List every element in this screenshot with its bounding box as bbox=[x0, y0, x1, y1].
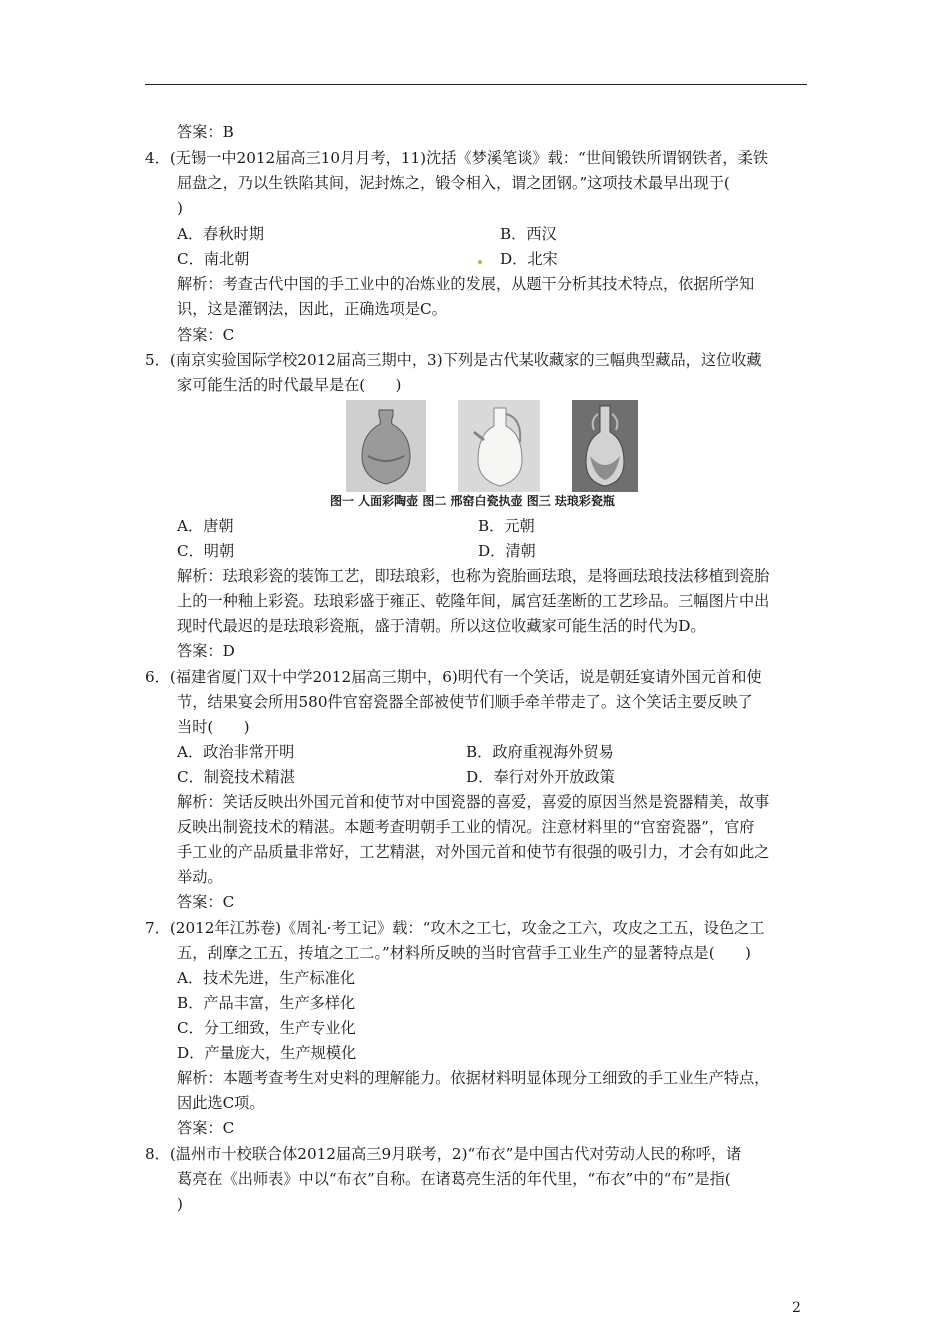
q7-option-d: D．产量庞大，生产规模化 bbox=[177, 1044, 357, 1062]
q7-option-b: B．产品丰富，生产多样化 bbox=[177, 994, 356, 1012]
q5-option-a: A．唐朝 bbox=[177, 517, 234, 535]
q5-analysis-line: 现时代最迟的是珐琅彩瓷瓶，盛于清朝。所以这位收藏家可能生活的时代为D。 bbox=[177, 617, 706, 635]
q7-analysis-line: 因此选C项。 bbox=[177, 1094, 265, 1112]
q5-option-b: B．元朝 bbox=[478, 517, 535, 535]
figure-3-enamel-vase bbox=[572, 400, 638, 492]
q7-option-c: C．分工细致，生产专业化 bbox=[177, 1019, 356, 1037]
q5-option-c: C．明朝 bbox=[177, 542, 235, 560]
q7-stem-line: 7．(2012年江苏卷)《周礼·考工记》载：“攻木之工七，攻金之工六，攻皮之工五，设色之工 bbox=[145, 919, 765, 937]
q6-analysis-line: 解析：笑话反映出外国元首和使节对中国瓷器的喜爱，喜爱的原因当然是瓷器精美，故事 bbox=[177, 793, 770, 811]
q6-stem-line: 当时( ) bbox=[177, 718, 250, 736]
q7-analysis-line: 解析：本题考查考生对史料的理解能力。依据材料明显体现分工细致的手工业生产特点， bbox=[177, 1069, 770, 1087]
page-number: 2 bbox=[792, 1300, 801, 1316]
q5-answer: 答案：D bbox=[177, 642, 235, 660]
q3-answer: 答案：B bbox=[177, 123, 234, 141]
q4-option-d: D．北宋 bbox=[500, 250, 558, 268]
q4-analysis-line: 解析：考查古代中国的手工业中的冶炼业的发展，从题干分析其技术特点，依据所学知 bbox=[177, 275, 755, 293]
q6-option-b: B．政府重视海外贸易 bbox=[466, 743, 614, 761]
q4-answer: 答案：C bbox=[177, 326, 235, 344]
q5-stem-line: 5．(南京实验国际学校2012届高三期中，3)下列是古代某收藏家的三幅典型藏品，这位收藏 bbox=[145, 351, 762, 369]
q4-option-b: B．西汉 bbox=[500, 225, 557, 243]
q4-analysis-line: 识，这是灌钢法，因此，正确选项是C。 bbox=[177, 300, 447, 318]
header-rule bbox=[145, 84, 807, 85]
q4-option-a: A．春秋时期 bbox=[177, 225, 264, 243]
speck-mark bbox=[478, 260, 482, 264]
q6-analysis-line: 手工业的产品质量非常好，工艺精湛，对外国元首和使节有很强的吸引力，才会有如此之 bbox=[177, 843, 770, 861]
q6-option-d: D．奉行对外开放政策 bbox=[466, 768, 615, 786]
q6-option-c: C．制瓷技术精湛 bbox=[177, 768, 295, 786]
figure-2-white-porcelain-ewer bbox=[458, 400, 540, 492]
q4-stem-line: 4．(无锡一中2012届高三10月月考，11)沈括《梦溪笔谈》载：“世间锻铁所谓钢铁者，柔铁 bbox=[145, 149, 768, 167]
q6-answer: 答案：C bbox=[177, 893, 235, 911]
q5-stem-line: 家可能生活的时代最早是在( ) bbox=[177, 376, 402, 394]
q5-analysis-line: 解析：珐琅彩瓷的装饰工艺，即珐琅彩，也称为瓷胎画珐琅，是将画珐琅技法移植到瓷胎 bbox=[177, 567, 770, 585]
q7-stem-line: 五，刮摩之工五，抟埴之工二。”材料所反映的当时官营手工业生产的显著特点是( ) bbox=[177, 944, 751, 962]
q4-stem-line: ) bbox=[177, 199, 183, 217]
q8-stem-line: 葛亮在《出师表》中以“布衣”自称。在诸葛亮生活的年代里，“布衣”中的“布”是指( bbox=[177, 1170, 731, 1188]
figure-1-pottery-pot bbox=[346, 400, 426, 492]
q6-analysis-line: 反映出制瓷技术的精湛。本题考查明朝手工业的情况。注意材料里的“官窑瓷器”，官府 bbox=[177, 818, 755, 836]
q6-stem-line: 6．(福建省厦门双十中学2012届高三期中，6)明代有一个笑话，说是朝廷宴请外国元首和使 bbox=[145, 668, 762, 686]
q7-option-a: A．技术先进，生产标准化 bbox=[177, 969, 356, 987]
q8-stem-line: 8．(温州市十校联合体2012届高三9月联考，2)“布衣”是中国古代对劳动人民的称呼，诸 bbox=[145, 1145, 742, 1163]
q5-option-d: D．清朝 bbox=[478, 542, 536, 560]
q6-option-a: A．政治非常开明 bbox=[177, 743, 295, 761]
q6-stem-line: 节，结果宴会所用580件官窑瓷器全部被使节们顺手牵羊带走了。这个笑话主要反映了 bbox=[177, 693, 753, 711]
q7-answer: 答案：C bbox=[177, 1119, 235, 1137]
q6-analysis-line: 举动。 bbox=[177, 868, 223, 886]
q8-stem-line: ) bbox=[177, 1195, 183, 1213]
q4-stem-line: 屈盘之，乃以生铁陷其间，泥封炼之，锻令相入，谓之团钢。”这项技术最早出现于( bbox=[177, 174, 730, 192]
q5-analysis-line: 上的一种釉上彩瓷。珐琅彩盛于雍正、乾隆年间，属宫廷垄断的工艺珍品。三幅图片中出 bbox=[177, 592, 770, 610]
q4-option-c: C．南北朝 bbox=[177, 250, 250, 268]
figure-caption: 图一 人面彩陶壶 图二 邢窑白瓷执壶 图三 珐琅彩瓷瓶 bbox=[330, 494, 615, 508]
